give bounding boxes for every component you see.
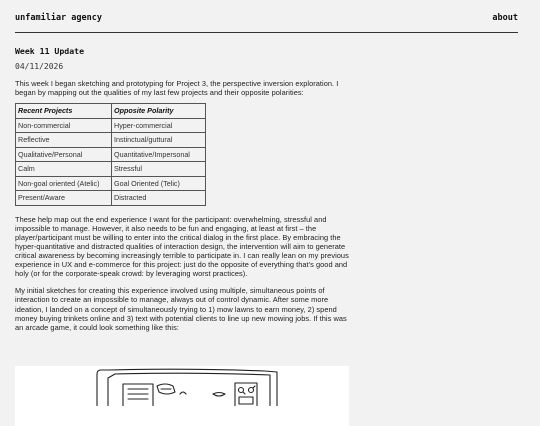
table-row — [16, 118, 206, 133]
about-link[interactable]: about — [492, 13, 518, 23]
table-cell: Present/Aware — [16, 191, 112, 206]
table-row — [16, 147, 206, 162]
table-header-opposite: Opposite Polarity — [112, 104, 206, 119]
experience-paragraph: These help map out the end experience I want for the participant: overwhelming, stressful and impossible to manage. However, it also needs to be fun and engaging, at least at first – the player/participant must be willing to enter into the critical dialog in the first place. By embracing the hyper-quantitative and distracted qualities of interaction design, the intervention will aim to generate critical awareness by becoming increasingly terrible to participate in. I can really lean on my previous experience in UX and e-commerce for this project: just do the opposite of everything that's good and holy (or for the corporate-speak crowd: by leveraging worst practices). — [15, 214, 349, 279]
table-cell: Non-commercial — [16, 118, 112, 133]
table-row — [16, 162, 206, 177]
intro-paragraph: This week I began sketching and prototyping for Project 3, the perspective inversion exploration. I began by mapping out the qualities of my last few projects and their opposite polarities: — [15, 79, 339, 98]
table-row — [16, 133, 206, 148]
table-row — [16, 191, 206, 206]
table-header-row — [16, 104, 206, 119]
arcade-sketch-image — [15, 366, 349, 426]
table-cell: Hyper-commercial — [112, 118, 206, 133]
post-title: Week 11 Update — [15, 46, 85, 56]
table-cell: Quantitative/Impersonal — [112, 147, 206, 162]
table-cell: Reflective — [16, 133, 112, 148]
table-cell: Goal Oriented (Telic) — [112, 176, 206, 191]
sketch-drawing — [15, 366, 349, 406]
sketches-paragraph: My initial sketches for creating this experience involved using multiple, simultaneous points of interaction to create an impossible to manage, always out of control dynamic. After some more ideation, I landed on a concept of simultaneously trying to 1) mow lawns to earn money, 2) spend money buying trinkets online and 3) text with potential clients to line up new mowing jobs. If this was an arcade game, it could look something like this: — [15, 286, 347, 332]
table-row — [16, 176, 206, 191]
table-cell: Stressful — [112, 162, 206, 177]
site-header — [15, 0, 518, 33]
site-title[interactable]: unfamiliar agency — [15, 13, 102, 23]
table-header-recent: Recent Projects — [16, 104, 112, 119]
post-date: 04/11/2026 — [15, 62, 64, 71]
table-cell: Distracted — [112, 191, 206, 206]
polarity-table — [15, 103, 206, 206]
table-cell: Calm — [16, 162, 112, 177]
post-content — [15, 46, 351, 332]
table-cell: Qualitative/Personal — [16, 147, 112, 162]
table-cell: Instinctual/guttural — [112, 133, 206, 148]
table-cell: Non-goal oriented (Atelic) — [16, 176, 112, 191]
